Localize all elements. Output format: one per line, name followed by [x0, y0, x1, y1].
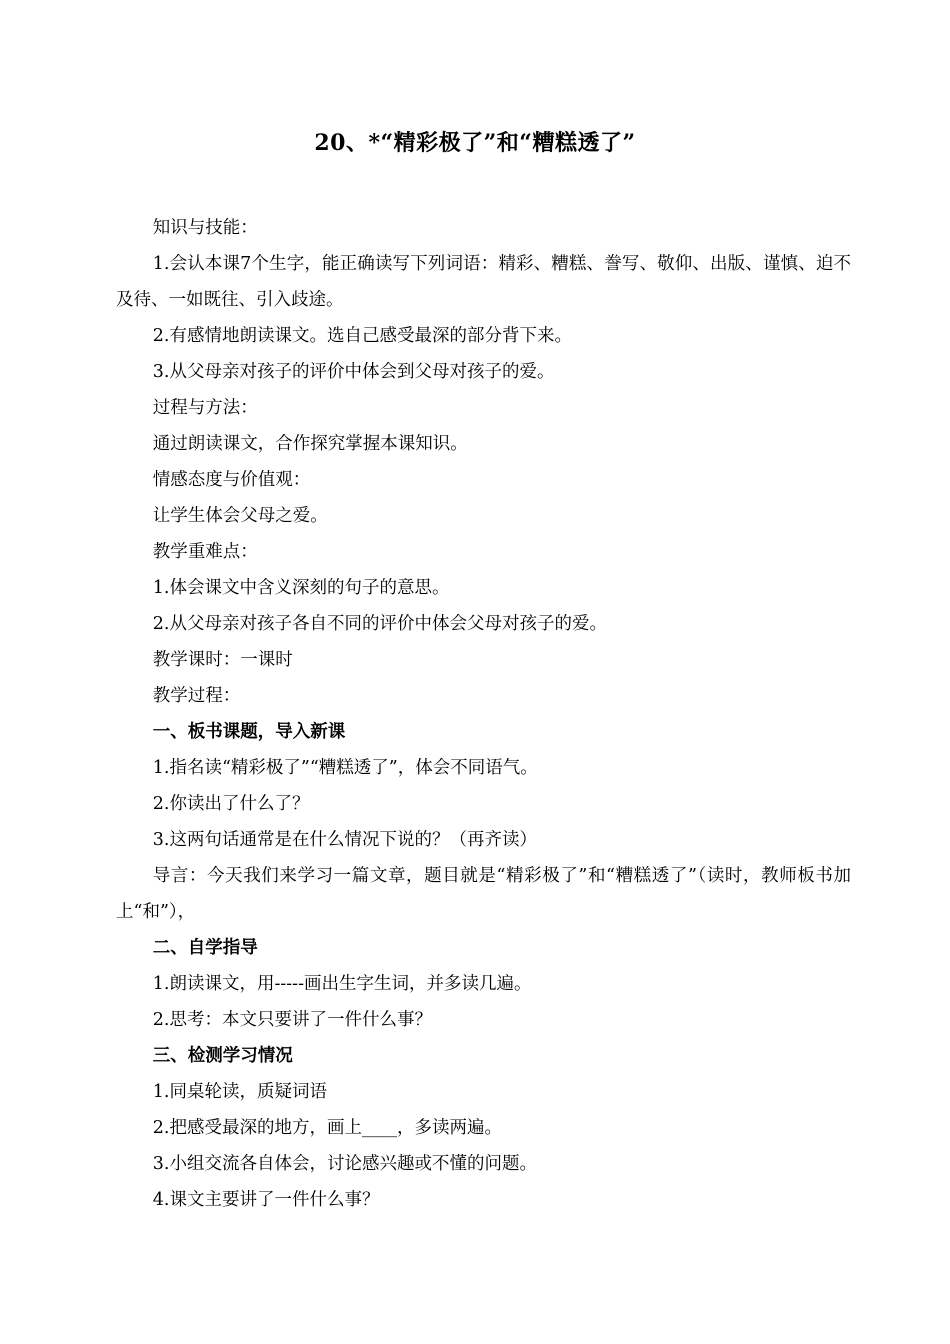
document-title: 20、*“精彩极了”和“糟糕透了” [314, 130, 636, 156]
introduction-paragraph: 导言：今天我们来学习一篇文章，题目就是“精彩极了”和“糟糕透了”（读时，教师板书加上“和”）， [116, 866, 851, 922]
step-heading: 二、自学指导 [152, 938, 258, 958]
step-item: 3.小组交流各自体会，讨论感兴趣或不懂的问题。 [152, 1154, 537, 1174]
step-item: 1.同桌轮读，质疑词语 [152, 1082, 327, 1102]
section-label-key-points: 教学重难点： [152, 542, 258, 562]
paragraph: 让学生体会父母之爱。 [152, 506, 328, 526]
class-hours: 教学课时：一课时 [152, 650, 293, 670]
objective-item: 3.从父母亲对孩子的评价中体会到父母对孩子的爱。 [152, 362, 555, 382]
key-point-item: 1.体会课文中含义深刻的句子的意思。 [152, 578, 450, 598]
step-item: 1.朗读课文，用-----画出生字生词，并多读几遍。 [152, 974, 532, 994]
document-body [116, 210, 851, 1218]
step-heading: 一、板书课题，导入新课 [152, 722, 346, 742]
step-item: 2.把感受最深的地方，画上____，多读两遍。 [152, 1118, 502, 1138]
section-label-knowledge: 知识与技能： [152, 218, 258, 238]
objective-item: 2.有感情地朗读课文。选自己感受最深的部分背下来。 [152, 326, 572, 346]
section-label-emotion: 情感态度与价值观： [152, 470, 311, 490]
paragraph: 通过朗读课文，合作探究掌握本课知识。 [152, 434, 468, 454]
step-heading: 三、检测学习情况 [152, 1046, 293, 1066]
section-label-process: 过程与方法： [152, 398, 258, 418]
step-item: 1.指名读“精彩极了”“糟糕透了”，体会不同语气。 [152, 758, 538, 778]
key-point-item: 2.从父母亲对孩子各自不同的评价中体会父母对孩子的爱。 [152, 614, 607, 634]
step-item: 4.课文主要讲了一件什么事？ [152, 1190, 380, 1210]
objective-item: 1.会认本课7个生字，能正确读写下列词语：精彩、糟糕、誊写、敬仰、出版、谨慎、迫不及待、一如既往、引入歧途。 [116, 254, 851, 310]
section-label-teaching-process: 教学过程： [152, 686, 241, 706]
step-item: 2.你读出了什么了？ [152, 794, 310, 814]
step-item: 3.这两句话通常是在什么情况下说的？（再齐读） [152, 830, 537, 850]
step-item: 2.思考：本文只要讲了一件什么事？ [152, 1010, 432, 1030]
